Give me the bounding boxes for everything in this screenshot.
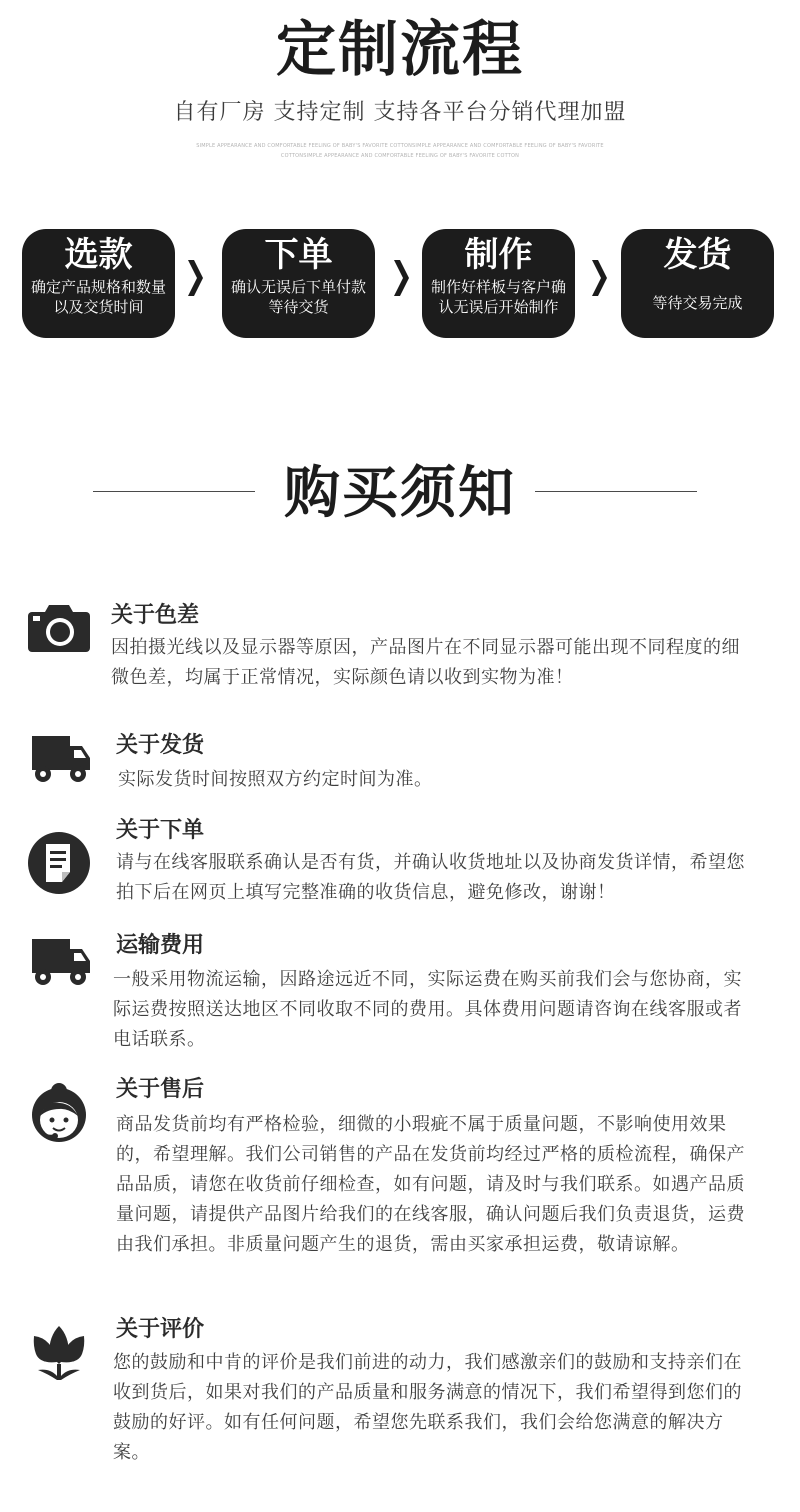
- step-title: 制作: [464, 235, 533, 275]
- item-title: 关于发货: [116, 733, 205, 758]
- item-body: 实际发货时间按照双方约定时间为准。: [118, 769, 433, 790]
- step-order: [222, 229, 375, 338]
- fine-print-line-1: SIMPLE APPEARANCE AND COMFORTABLE FEELING OF BABY'S FAVORITE COTTONSIMPLE APPEARANCE AND COMFORTABLE FEELING OF BABY'S FAVORITE: [196, 143, 604, 149]
- notice-title: 购买须知: [284, 461, 516, 526]
- item-body: 您的鼓励和中肯的评价是我们前进的动力，我们感激亲们的鼓励和支持亲们在收到货后，如果对我们的产品质量和服务满意的情况下，我们希望得到您们的鼓励的好评。如有任何问题，希望您先联系我们，我们会给您满意的解决方案。: [113, 1352, 742, 1463]
- step-produce: [422, 229, 575, 338]
- item-title: 关于售后: [116, 1077, 205, 1102]
- step-title: 发货: [663, 235, 732, 275]
- truck-icon: [26, 930, 92, 996]
- step-select: [22, 229, 175, 338]
- fine-print-line-2: COTTONSIMPLE APPEARANCE AND COMFORTABLE FEELING OF BABY'S FAVORITE COTTON: [280, 153, 520, 159]
- step-desc: 确定产品规格和数量以及交货时间: [30, 278, 166, 316]
- step-title: 选款: [64, 235, 133, 275]
- page-subtitle: 自有厂房 支持定制 支持各平台分销代理加盟: [173, 100, 627, 125]
- flower-icon: [26, 1320, 92, 1386]
- customer-service-icon: [26, 1082, 92, 1148]
- item-title: 运输费用: [116, 933, 205, 958]
- step-ship: [621, 229, 774, 338]
- step-desc: 确认无误后下单付款等待交货: [230, 278, 366, 316]
- item-body: 商品发货前均有严格检验，细微的小瑕疵不属于质量问题，不影响使用效果的，希望理解。我们公司销售的产品在发货前均经过严格的质检流程，确保产品品质，请您在收货前仔细检查，如有问题，请及时与我们联系。如遇产品质量问题，请提供产品图片给我们的在线客服，确认问题后我们负责退货，运费由我们承担。非质量问题产生的退货，需由买家承担运费，敬请谅解。: [116, 1114, 745, 1255]
- chevron-right-icon: [590, 258, 608, 298]
- item-body: 因拍摄光线以及显示器等原因，产品图片在不同显示器可能出现不同程度的细微色差，均属于正常情况，实际颜色请以收到实物为准！: [111, 637, 740, 688]
- item-title: 关于评价: [116, 1317, 205, 1342]
- item-body: 请与在线客服联系确认是否有货，并确认收货地址以及协商发货详情，希望您拍下后在网页上填写完整准确的收货信息，避免修改，谢谢！: [116, 852, 745, 903]
- step-title: 下单: [264, 235, 333, 275]
- truck-icon: [26, 727, 92, 793]
- chevron-right-icon: [186, 258, 204, 298]
- camera-icon: [26, 598, 92, 664]
- item-body: 一般采用物流运输，因路途远近不同，实际运费在购买前我们会与您协商，实际运费按照送达地区不同收取不同的费用。具体费用问题请咨询在线客服或者电话联系。: [113, 969, 742, 1050]
- divider-right: [535, 491, 697, 492]
- step-desc: 等待交易完成: [652, 294, 743, 312]
- item-title: 关于色差: [111, 603, 200, 628]
- item-title: 关于下单: [116, 818, 205, 843]
- document-icon: [26, 830, 92, 896]
- page-title: 定制流程: [276, 15, 524, 85]
- step-desc: 制作好样板与客户确认无误后开始制作: [430, 278, 566, 316]
- chevron-right-icon: [392, 258, 410, 298]
